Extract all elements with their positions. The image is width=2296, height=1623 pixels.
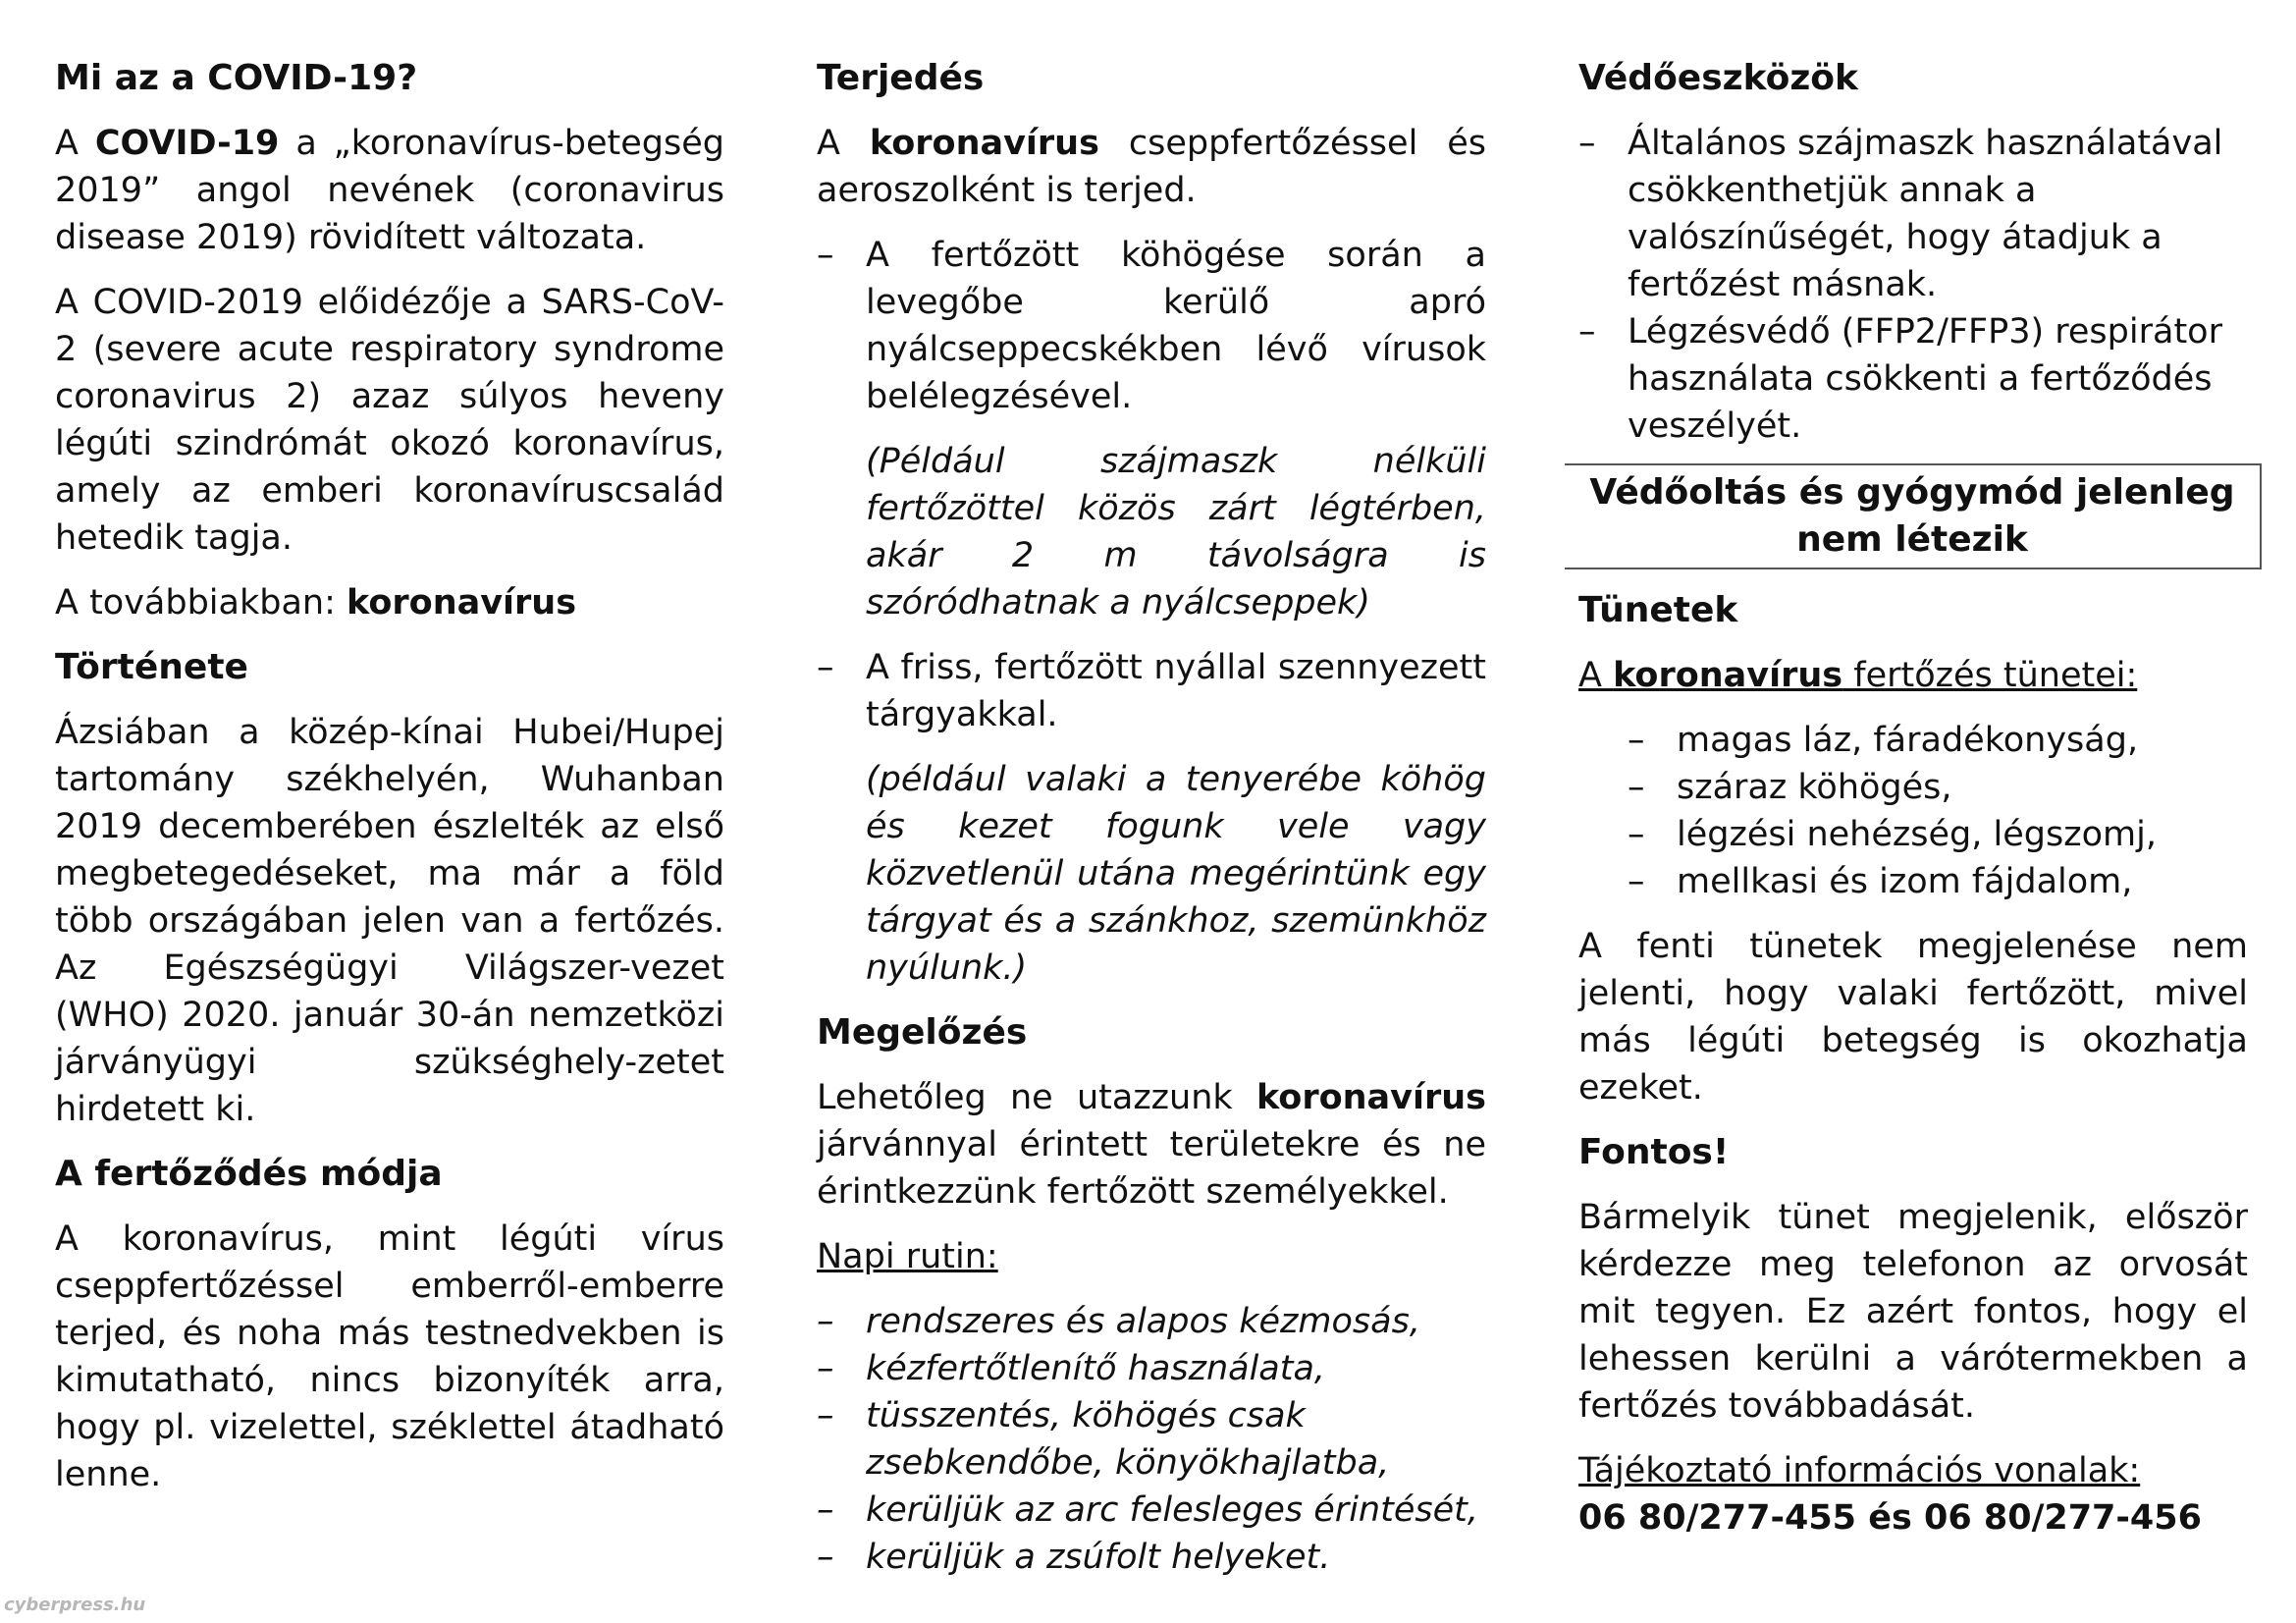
heading-prevention: Megelőzés [817,1012,1028,1053]
vaccine-notice-box: Védőoltás és gyógymód jelenleg nem létezik [1565,463,2262,569]
bold-term: koronavírus [869,124,1099,163]
text: Lehetőleg ne utazzunk [817,1078,1256,1117]
text: járvánnyal érintett területekre és ne érintkezzünk fertőzött személyekkel. [817,1125,1486,1212]
routine-item: – rendszeres és alapos kézmosás, [817,1298,1486,1345]
heading-history: Története [55,647,248,687]
info-phone-numbers: 06 80/277-455 és 06 80/277-456 [1578,1498,2202,1538]
heading-what-is: Mi az a COVID-19? [55,58,418,98]
paragraph-further [55,579,724,626]
symptom-item: – légzési nehézség, légszomj, [1578,811,2248,858]
paragraph-infection-mode: A koronavírus, mint légúti vírus cseppfertőzéssel emberről-emberre terjed, és noha más testnedvekben is kimutatható, nincs bizonyíték arra, hogy pl. vizelettel, széklettel átadható lenne. [55,1219,724,1494]
bold-term: COVID-19 [94,124,280,163]
symptom-item: – száraz köhögés, [1578,764,2248,811]
text: a „koronavírus-betegség 2019” angol nevének (coronavirus disease 2019) rövidített változata. [55,124,724,257]
paragraph-definition [55,120,724,261]
routine-label: Napi rutin: [817,1237,998,1276]
equipment-item-respirator: – Légzésvédő (FFP2/FFP3) respirátor használata csökkenti a fertőződés veszélyét. [1578,308,2248,450]
info-lines-label: Tájékoztató információs vonalak: [1578,1451,2141,1490]
text: A továbbiakban: [55,583,347,622]
text: A [1578,656,1614,695]
column-2 [817,55,1486,1581]
text: A [817,124,870,163]
column-3 [1578,55,2248,1542]
routine-item: – kézfertőtlenítő használata, [817,1345,1486,1392]
routine-item: – kerüljük a zsúfolt helyeket. [817,1534,1486,1581]
symptoms-intro [1578,652,2248,699]
symptom-item: – magas láz, fáradékonyság, [1578,717,2248,764]
spread-note-objects: (például valaki a tenyerébe köhög és kezet fogunk vele vagy közvetlenül utána megérintünk egy tárgyat és a szánkhoz, szemünkhöz nyúlunk.) [866,760,1486,988]
symptom-item: – mellkasi és izom fájdalom, [1578,858,2248,905]
equipment-item-mask: – Általános szájmaszk használatával csökkenthetjük annak a valószínűségét, hogy átadjuk a fertőzést másnak. [1578,120,2248,308]
bold-term: koronavírus [1255,1078,1486,1117]
text: fertőzés tünetei: [1842,656,2138,695]
column-1 [55,55,724,1498]
heading-infection-mode: A fertőződés módja [55,1154,443,1194]
paragraph-important: Bármelyik tünet megjelenik, először kérdezze meg telefonon az orvosát mit tegyen. Ez azért fontos, hogy el lehessen kerülni a várótermekben a fertőzés továbbadását. [1578,1198,2248,1426]
text: A [55,124,95,163]
routine-item: – tüsszentés, köhögés csak zsebkendőbe, könyökhajlatba, [817,1392,1486,1487]
paragraph-spread [817,120,1486,214]
spread-note-droplets: (Például szájmaszk nélküli fertőzöttel közös zárt légtérben, akár 2 m távolságra is szóródhatnak a nyálcseppek) [866,442,1486,622]
paragraph-symptoms-note: A fenti tünetek megjelenése nem jelenti, hogy valaki fertőzött, mivel más légúti betegség is okozhatja ezeket. [1578,927,2248,1108]
paragraph-prevention [817,1074,1486,1216]
paragraph-cause: A COVID-2019 előidézője a SARS-CoV-2 (severe acute respiratory syndrome coronavirus 2) azaz súlyos heveny légúti szindrómát okozó koronavírus, amely az emberi koronavíruscsalád hetedik tagja. [55,283,724,558]
heading-important: Fontos! [1578,1132,1730,1172]
heading-protective-equipment: Védőeszközök [1578,58,1858,98]
heading-symptoms: Tünetek [1578,590,1738,630]
spread-item-droplets: – A fertőzött köhögése során a levegőbe kerülő apró nyálcseppecskékben lévő vírusok belélegzésével. [817,232,1486,420]
watermark: cyberpress.hu [4,1595,146,1615]
paragraph-history: Ázsiában a közép-kínai Hubei/Hupej tartomány székhelyén, Wuhanban 2019 decemberében észlelték az első megbetegedéseket, ma már a föld több országában jelen van a fertőzés. Az Egészségügyi Világszer-vezet (WHO) 2020. január 30-án nemzetközi járványügyi szükséghely-zetet hirdetett ki. [55,713,724,1129]
heading-spread: Terjedés [817,58,985,98]
bold-term: koronavírus [1613,656,1843,695]
spread-item-objects: – A friss, fertőzött nyállal szennyezett tárgyakkal. [817,644,1486,738]
text: cseppfertőzéssel és aeroszolként is terjed. [817,124,1486,210]
bold-term: koronavírus [347,583,577,622]
routine-item: – kerüljük az arc felesleges érintését, [817,1487,1486,1534]
